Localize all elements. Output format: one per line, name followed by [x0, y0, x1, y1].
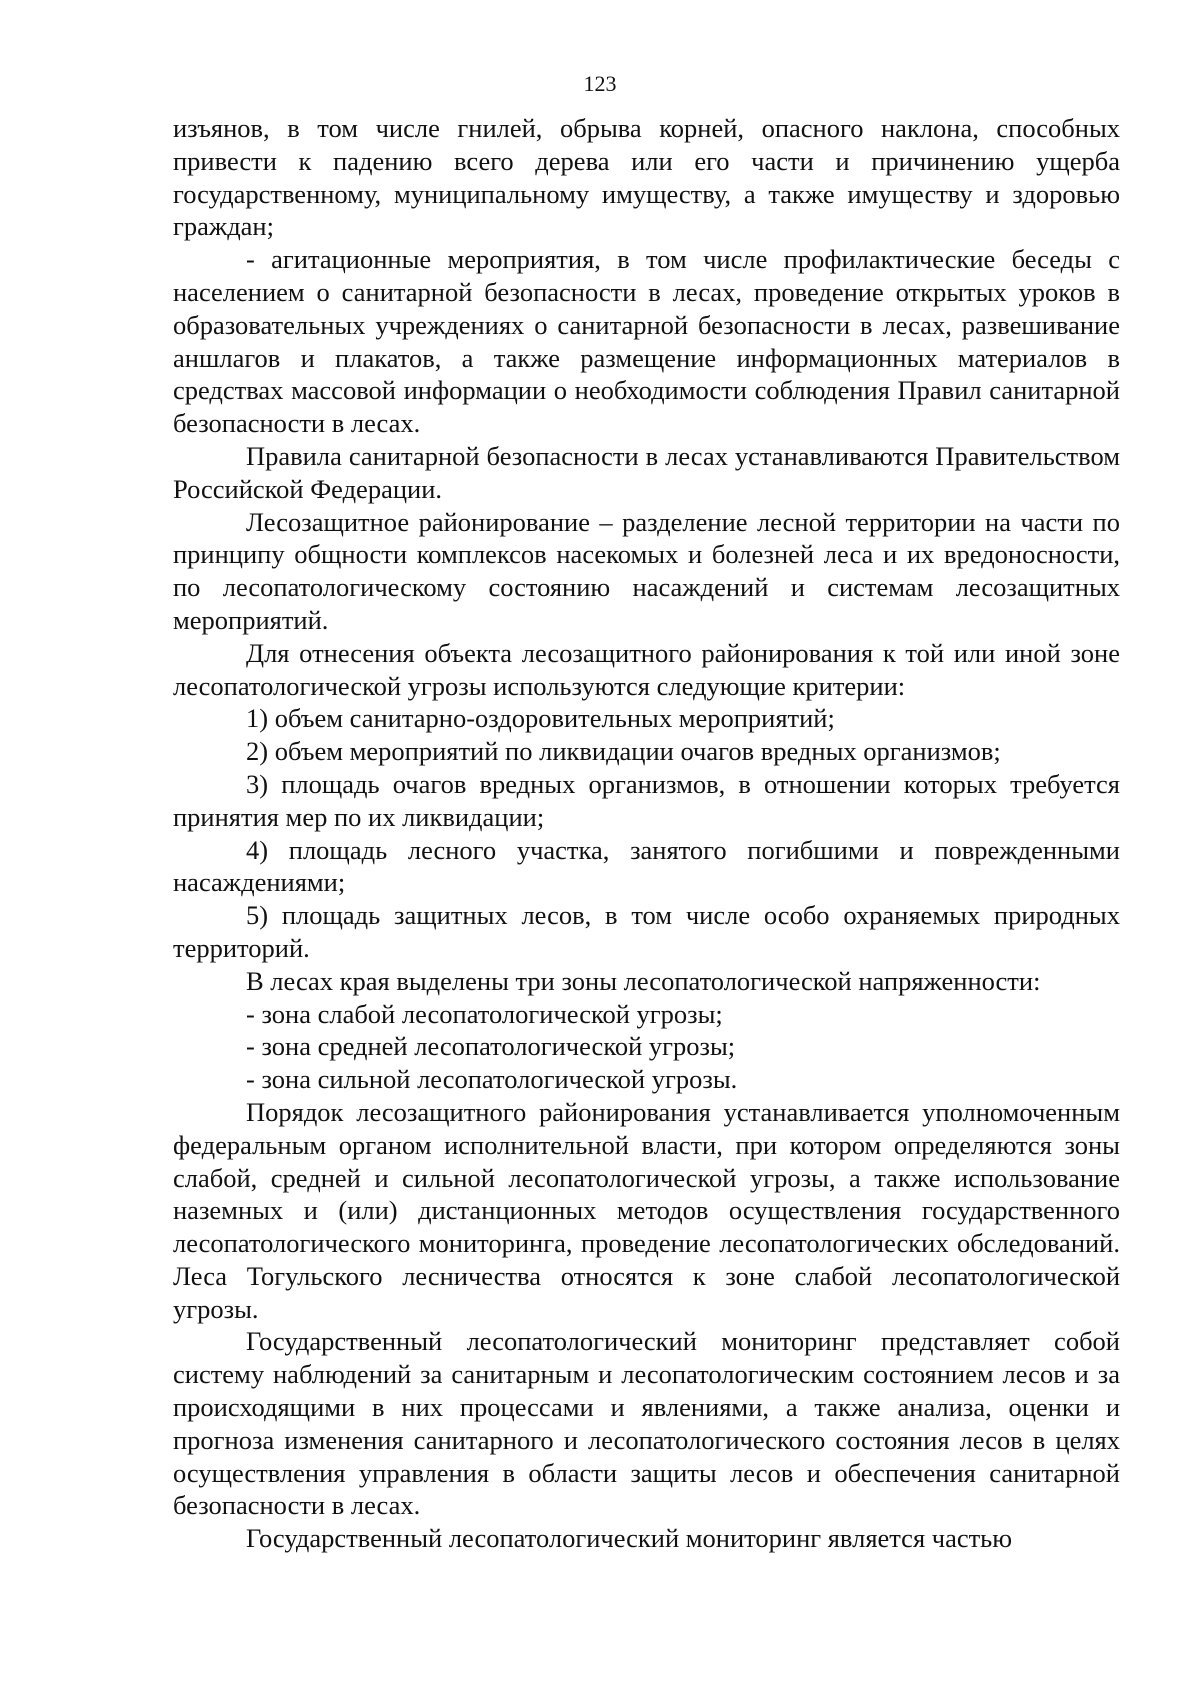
list-item-criterion-3: 3) площадь очагов вредных организмов, в отношении которых требуется принятия мер по их ликвидации;: [173, 768, 1120, 832]
paragraph-zones-intro: В лесах края выделены три зоны лесопатологической напряженности:: [246, 965, 1041, 996]
paragraph-zoning-procedure: Порядок лесозащитного районирования устанавливается уполномоченным федеральным органом исполнительной власти, при котором определяются зоны слабой, средней и сильной лесопатологической угрозы, а также использование наземных и (или) дистанционных методов осуществления государственного лесопатологического мониторинга, проведение лесопатологических обследований. Леса Тогульского лесничества относятся к зоне слабой лесопатологической угрозы.: [173, 1096, 1120, 1324]
paragraph-sanitary-rules: Правила санитарной безопасности в лесах устанавливаются Правительством Российской Федерации.: [173, 440, 1120, 504]
list-item-zone-strong: - зона сильной лесопатологической угрозы.: [246, 1064, 738, 1095]
list-item-zone-weak: - зона слабой лесопатологической угрозы;: [246, 998, 723, 1029]
list-item-criterion-4: 4) площадь лесного участка, занятого погибшими и поврежденными насаждениями;: [173, 834, 1120, 898]
list-item-zone-medium: - зона средней лесопатологической угрозы;: [246, 1031, 736, 1062]
list-item-criterion-5: 5) площадь защитных лесов, в том числе особо охраняемых природных территорий.: [173, 900, 1120, 963]
list-item-criterion-1: 1) объем санитарно-оздоровительных мероприятий;: [246, 703, 835, 734]
paragraph-monitoring-definition: Государственный лесопатологический мониторинг представляет собой систему наблюдений за санитарным и лесопатологическим состоянием лесов и за происходящими в них процессами и явлениями, а также анализа, оценки и прогноза изменения санитарного и лесопатологического состояния лесов в целях осуществления управления в области защиты лесов и обеспечения санитарной безопасности в лесах.: [173, 1326, 1120, 1521]
paragraph-monitoring-part: Государственный лесопатологический мониторинг является частью: [246, 1523, 1013, 1554]
document-body: [173, 112, 1120, 1555]
paragraph-zoning-definition: Лесозащитное районирование – разделение лесной территории на части по принципу общности комплексов насекомых и болезней леса и их вредоносности, по лесопатологическому состоянию насаждений и системам лесозащитных мероприятий.: [173, 506, 1120, 635]
paragraph-continuation: изъянов, в том числе гнилей, обрыва корней, опасного наклона, способных привести к падению всего дерева или его части и причинению ущерба государственному, муниципальному имуществу, а также имуществу и здоровью граждан;: [173, 113, 1120, 242]
page-number: 123: [583, 71, 617, 96]
list-item-criterion-2: 2) объем мероприятий по ликвидации очагов вредных организмов;: [246, 736, 1001, 767]
paragraph-agitation-measures: - агитационные мероприятия, в том числе профилактические беседы с населением о санитарной безопасности в лесах, проведение открытых уроков в образовательных учреждениях о санитарной безопасности в лесах, развешивание аншлагов и плакатов, а также размещение информационных материалов в средствах массовой информации о необходимости соблюдения Правил санитарной безопасности в лесах.: [173, 244, 1120, 439]
paragraph-criteria-intro: Для отнесения объекта лесозащитного районирования к той или иной зоне лесопатологической угрозы используются следующие критерии:: [173, 637, 1120, 701]
